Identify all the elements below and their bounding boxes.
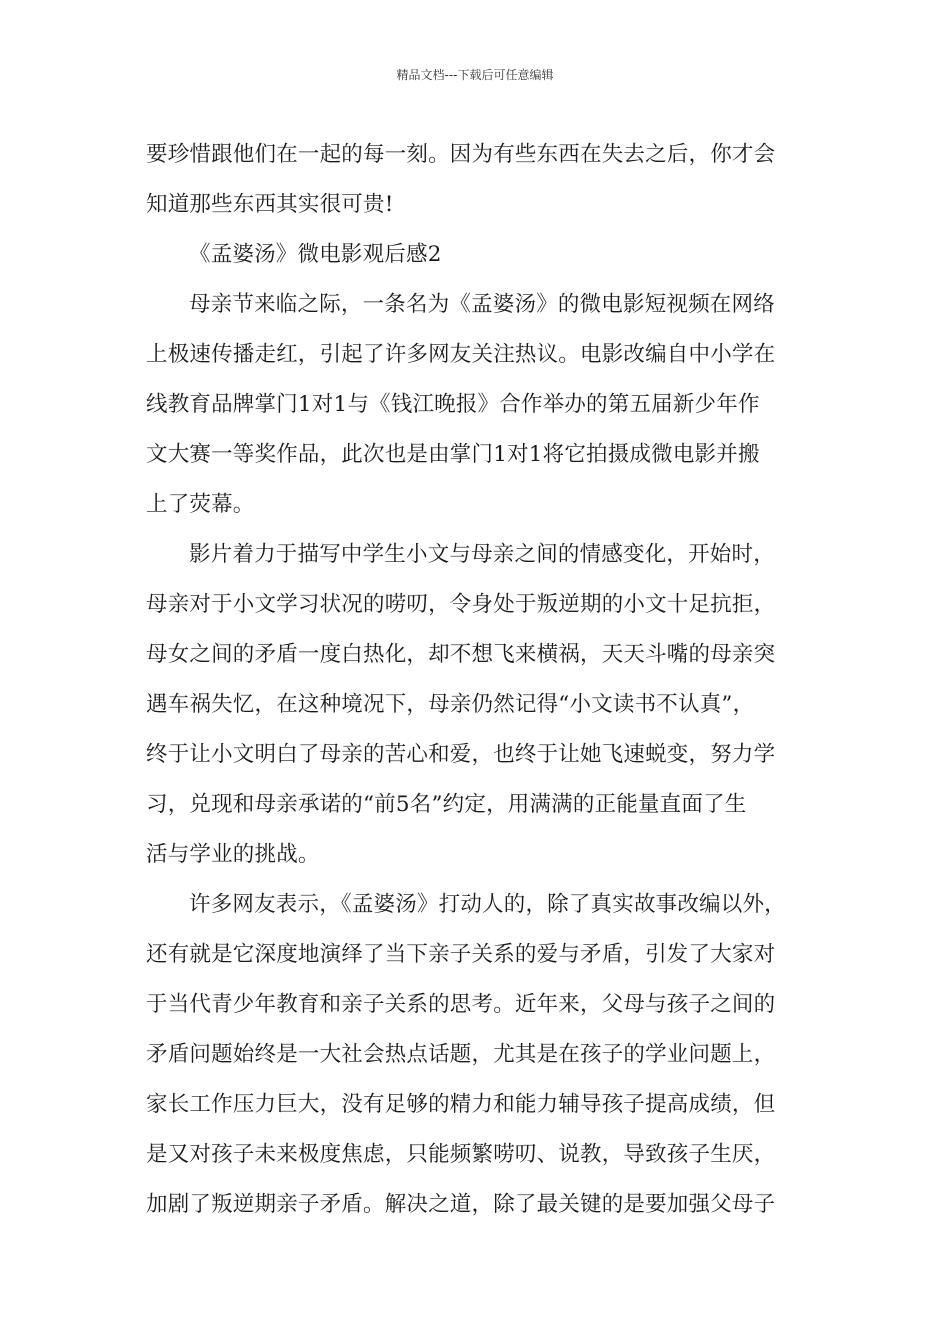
text-line: 线教育品牌掌门1对1与《钱江晚报》合作举办的第五届新少年作 [146,392,760,417]
text-line: 要珍惜跟他们在一起的每一刻。因为有些东西在失去之后，你才会 [146,142,776,167]
page-header: 精品文档---下载后可任意编辑 [396,68,554,82]
text-line: 上极速传播走红，引起了许多网友关注热议。电影改编自中小学在 [146,342,776,367]
text-line: 文大赛一等奖作品，此次也是由掌门1对1将它拍摄成微电影并搬 [146,442,760,467]
text-line: 于当代青少年教育和亲子关系的思考。近年来，父母与孩子之间的 [146,992,776,1017]
text-line: 是又对孩子未来极度焦虑，只能频繁唠叨、说教，导致孩子生厌， [146,1142,776,1167]
text-line: 母亲对于小文学习状况的唠叨，令身处于叛逆期的小文十足抗拒， [146,592,776,617]
paragraph-start: 影片着力于描写中学生小文与母亲之间的情感变化，开始时， [189,542,775,567]
text-line: 上了荧幕。 [146,492,255,517]
paragraph-start: 许多网友表示，《孟婆汤》打动人的，除了真实故事改编以外， [189,892,786,917]
text-line: 终于让小文明白了母亲的苦心和爱，也终于让她飞速蜕变，努力学 [146,742,776,767]
text-line: 活与学业的挑战。 [146,842,320,867]
text-line: 遇车祸失忆，在这种境况下，母亲仍然记得“小文读书不认真”， [146,692,755,717]
section-title: 《孟婆汤》微电影观后感2 [189,242,442,267]
text-line: 还有就是它深度地演绎了当下亲子关系的爱与矛盾，引发了大家对 [146,942,776,967]
text-line: 矛盾问题始终是一大社会热点话题，尤其是在孩子的学业问题上， [146,1042,776,1067]
text-line: 加剧了叛逆期亲子矛盾。解决之道，除了最关键的是要加强父母子 [146,1192,776,1217]
document-body [146,130,810,1230]
text-line: 知道那些东西其实很可贵! [146,192,394,217]
text-line: 母女之间的矛盾一度白热化，却不想飞来横祸，天天斗嘴的母亲突 [146,642,776,667]
paragraph-start: 母亲节来临之际，一条名为《孟婆汤》的微电影短视频在网络 [189,292,775,317]
text-line: 习，兑现和母亲承诺的“前5名”约定，用满满的正能量直面了生 [146,792,747,817]
text-line: 家长工作压力巨大，没有足够的精力和能力辅导孩子提高成绩，但 [146,1092,776,1117]
